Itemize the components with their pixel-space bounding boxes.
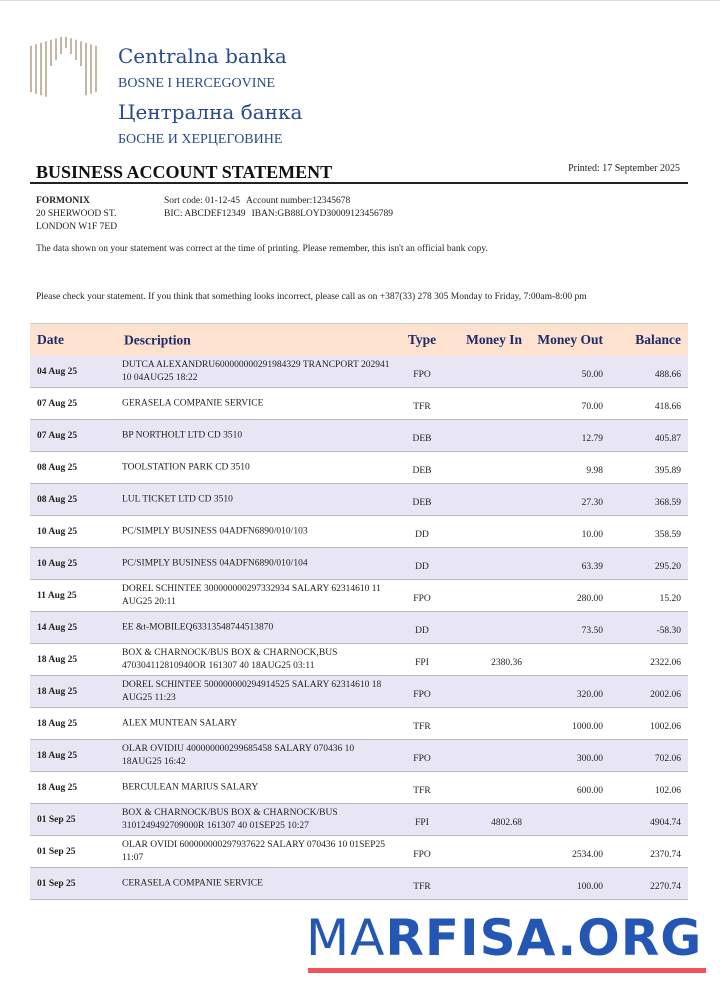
table-row xyxy=(30,836,688,868)
row-balance: 15.20 xyxy=(659,593,681,604)
row-description: BP NORTHOLT LTD CD 3510 xyxy=(122,430,243,440)
row-description: EE &t-MOBILEQ63313548744513870 xyxy=(122,622,274,632)
row-balance: 418.66 xyxy=(654,401,681,412)
customer-name: FORMONIX xyxy=(36,196,90,206)
customer-city: LONDON W1F 7ED xyxy=(36,222,118,232)
row-balance: 102.06 xyxy=(654,785,681,796)
table-row xyxy=(30,676,688,708)
table-row xyxy=(30,740,688,772)
row-balance: 2370.74 xyxy=(650,849,681,860)
row-type: DEB xyxy=(412,433,432,444)
bank-logo-icon xyxy=(28,28,100,110)
row-money-out: 10.00 xyxy=(581,529,603,540)
watermark-underline xyxy=(308,968,706,973)
row-money-out: 300.00 xyxy=(576,753,603,764)
row-type: TFR xyxy=(413,721,431,732)
row-balance: 2270.74 xyxy=(650,881,681,892)
row-description: TOOLSTATION PARK CD 3510 xyxy=(122,462,250,472)
row-balance: 488.66 xyxy=(654,369,681,380)
row-money-out: 2534.00 xyxy=(572,849,603,860)
row-money-out: 600.00 xyxy=(576,785,603,796)
row-description: BERCULEAN MARIUS SALARY xyxy=(122,782,259,792)
account-number: Account number:12345678 xyxy=(246,196,351,206)
row-date: 01 Sep 25 xyxy=(37,878,76,889)
row-description: ALEX MUNTEAN SALARY xyxy=(122,718,238,728)
row-date: 10 Aug 25 xyxy=(37,558,78,569)
row-type: FPO xyxy=(413,593,431,604)
row-description: GERASELA COMPANIE SERVICE xyxy=(122,398,264,408)
col-money-out: Money Out xyxy=(537,332,603,347)
row-type: TFR xyxy=(413,881,431,892)
row-type: DD xyxy=(415,561,429,572)
bank-name-cyrillic: Централна банка xyxy=(118,100,303,124)
customer-street: 20 SHERWOOD ST. xyxy=(36,209,117,219)
page-top-border xyxy=(0,0,720,1)
row-date: 07 Aug 25 xyxy=(37,430,78,441)
row-date: 01 Sep 25 xyxy=(37,846,76,857)
table-row xyxy=(30,548,688,580)
table-row xyxy=(30,708,688,740)
table-row xyxy=(30,868,688,900)
row-money-out: 100.00 xyxy=(576,881,603,892)
row-balance: 2322.06 xyxy=(650,657,681,668)
row-money-out: 63.39 xyxy=(581,561,603,572)
row-money-out: 320.00 xyxy=(576,689,603,700)
row-description: DUTCA ALEXANDRU600000000291984329 TRANCPORT 202941 10 04AUG25 18:22 xyxy=(122,359,390,383)
table-row xyxy=(30,388,688,420)
row-type: FPI xyxy=(415,657,429,668)
row-date: 14 Aug 25 xyxy=(37,622,78,633)
row-description: LUL TICKET LTD CD 3510 xyxy=(122,494,233,504)
row-date: 18 Aug 25 xyxy=(37,718,78,729)
row-type: DEB xyxy=(412,465,432,476)
table-header xyxy=(30,323,688,356)
row-date: 10 Aug 25 xyxy=(37,526,78,537)
bank-subtitle-latin: BOSNE I HERCEGOVINE xyxy=(118,76,276,91)
row-balance: 702.06 xyxy=(654,753,681,764)
row-date: 01 Sep 25 xyxy=(37,814,76,825)
row-date: 08 Aug 25 xyxy=(37,462,78,473)
row-balance: -58.30 xyxy=(656,625,681,636)
row-description: DOREL SCHINTEE 500000000294914525 SALARY 62314610 18 AUG25 11:23 xyxy=(122,679,382,703)
table-row xyxy=(30,644,688,676)
row-money-out: 50.00 xyxy=(581,369,603,380)
row-balance: 358.59 xyxy=(654,529,681,540)
row-type: FPO xyxy=(413,753,431,764)
row-type: DEB xyxy=(412,497,432,508)
row-description: OLAR OVIDIU 400000000299685458 SALARY 070436 10 18AUG25 16:42 xyxy=(122,743,355,767)
contact-note: Please check your statement. If you think that something looks incorrect, please call as on +387(33) 278 305 Monday to Friday, 7:00am-8:00 pm xyxy=(36,292,587,302)
row-balance: 295.20 xyxy=(654,561,681,572)
customer-address xyxy=(36,195,117,234)
row-date: 18 Aug 25 xyxy=(37,782,78,793)
row-money-out: 27.30 xyxy=(581,497,603,508)
row-balance: 2002.06 xyxy=(650,689,681,700)
title-divider xyxy=(30,182,688,184)
table-row xyxy=(30,804,688,836)
table-row xyxy=(30,772,688,804)
table-row xyxy=(30,484,688,516)
table-row xyxy=(30,356,688,388)
col-balance: Balance xyxy=(635,332,681,347)
iban: IBAN:GB88LOYD30009123456789 xyxy=(251,209,394,219)
row-balance: 405.87 xyxy=(654,433,681,444)
table-row xyxy=(30,420,688,452)
row-type: DD xyxy=(415,625,429,636)
table-row xyxy=(30,580,688,612)
row-date: 11 Aug 25 xyxy=(37,590,77,601)
row-description: BOX & CHARNOCK/BUS BOX & CHARNOCK/BUS 3101249492709000R 161307 40 01SEP25 10:27 xyxy=(122,807,338,831)
row-balance: 1002.06 xyxy=(650,721,681,732)
row-money-out: 12.79 xyxy=(581,433,603,444)
row-money-out: 280.00 xyxy=(576,593,603,604)
row-type: TFR xyxy=(413,785,431,796)
bank-name-latin: Centralna banka xyxy=(118,44,287,68)
sort-code: Sort code: 01-12-45 xyxy=(164,196,240,206)
row-type: FPO xyxy=(413,369,431,380)
col-date: Date xyxy=(37,332,64,347)
row-date: 07 Aug 25 xyxy=(37,398,78,409)
watermark xyxy=(306,910,702,966)
row-description: PC/SIMPLY BUSINESS 04ADFN6890/010/104 xyxy=(122,558,308,568)
statement-title: BUSINESS ACCOUNT STATEMENT xyxy=(36,162,333,182)
row-description: CERASELA COMPANIE SERVICE xyxy=(122,878,263,888)
table-row xyxy=(30,452,688,484)
row-balance: 368.59 xyxy=(654,497,681,508)
table-row xyxy=(30,516,688,548)
account-details xyxy=(164,195,399,221)
row-type: FPO xyxy=(413,849,431,860)
row-date: 18 Aug 25 xyxy=(37,654,78,665)
bank-subtitle-cyrillic: БОСНЕ И ХЕРЦЕГОВИНЕ xyxy=(118,132,283,147)
row-balance: 395.89 xyxy=(654,465,681,476)
disclaimer-note: The data shown on your statement was correct at the time of printing. Please remember, this isn't an official bank copy. xyxy=(36,244,488,254)
row-money-in: 4802.68 xyxy=(491,817,522,828)
row-money-out: 70.00 xyxy=(581,401,603,412)
watermark-light: MA xyxy=(306,909,386,967)
row-date: 04 Aug 25 xyxy=(37,366,78,377)
printed-date: Printed: 17 September 2025 xyxy=(568,163,680,174)
row-type: FPO xyxy=(413,689,431,700)
watermark-bold: RFISA.ORG xyxy=(385,909,703,967)
row-date: 18 Aug 25 xyxy=(37,750,78,761)
row-money-in: 2380.36 xyxy=(491,657,522,668)
row-type: FPI xyxy=(415,817,429,828)
table-row xyxy=(30,612,688,644)
row-date: 18 Aug 25 xyxy=(37,686,78,697)
row-money-out: 9.98 xyxy=(586,465,603,476)
col-money-in: Money In xyxy=(466,332,522,347)
row-description: PC/SIMPLY BUSINESS 04ADFN6890/010/103 xyxy=(122,526,308,536)
row-balance: 4904.74 xyxy=(650,817,681,828)
row-money-out: 1000.00 xyxy=(572,721,603,732)
row-date: 08 Aug 25 xyxy=(37,494,78,505)
row-type: DD xyxy=(415,529,429,540)
bic: BIC: ABCDEF12349 xyxy=(164,209,246,219)
transactions-table xyxy=(30,323,688,900)
col-description: Description xyxy=(124,332,191,348)
col-type: Type xyxy=(407,332,437,347)
row-description: DOREL SCHINTEE 300000000297332934 SALARY 62314610 11 AUG25 20:11 xyxy=(122,583,381,607)
row-description: BOX & CHARNOCK/BUS BOX & CHARNOCK,BUS 470304112810940OR 161307 40 18AUG25 03:11 xyxy=(122,647,338,671)
row-type: TFR xyxy=(413,401,431,412)
row-money-out: 73.50 xyxy=(581,625,603,636)
row-description: OLAR OVIDI 600000000297937622 SALARY 070436 10 01SEP25 11:07 xyxy=(122,839,386,863)
